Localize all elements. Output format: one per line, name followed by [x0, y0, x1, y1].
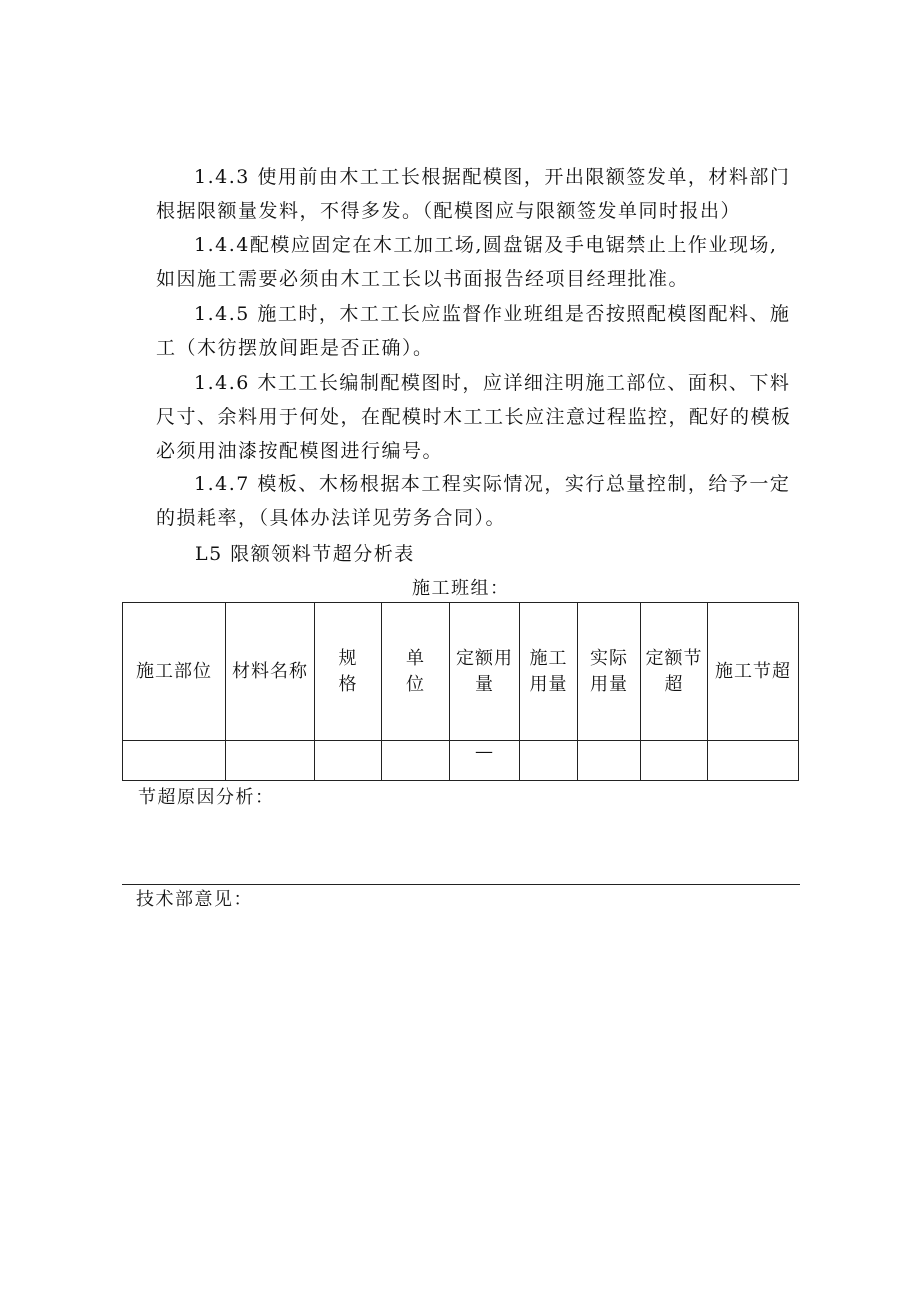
header-cell: 施工用量	[520, 603, 578, 741]
header-cell: 单位	[382, 603, 450, 741]
divider-line	[122, 884, 800, 885]
paragraph-line: 1.4.6 木工工长编制配模图时，应详细注明施工部位、面积、下料	[194, 372, 791, 394]
paragraph-1-4-3	[156, 160, 798, 228]
header-cell: 实际用量	[578, 603, 641, 741]
paragraph-line: 1.4.4配模应固定在木工加工场,圆盘锯及手电锯禁止上作业现场,	[194, 234, 778, 256]
paragraph-line: 1.4.7 模板、木杨根据本工程实际情况，实行总量控制，给予一定	[194, 473, 791, 495]
table-cell	[578, 741, 641, 781]
header-cell: 材料名称	[226, 603, 315, 741]
paragraph-1-4-4	[156, 228, 798, 296]
header-cell: 定额用量	[450, 603, 520, 741]
table-cell	[641, 741, 708, 781]
paragraph-continuation: 工（木彷摆放间距是否正确）。	[156, 337, 434, 359]
table-cell	[708, 741, 799, 781]
header-cell: 定额节超	[641, 603, 708, 741]
table-cell: —	[450, 741, 520, 781]
paragraph-1-4-7	[156, 467, 798, 535]
table-row	[123, 741, 799, 781]
table-cell	[520, 741, 578, 781]
table-header-row	[123, 603, 799, 741]
paragraph-continuation: 如因施工需要必须由木工工长以书面报告经项目经理批准。	[156, 268, 690, 290]
tech-opinion-label: 技术部意见：	[136, 889, 253, 910]
material-analysis-table	[122, 602, 799, 781]
table-cell	[123, 741, 226, 781]
header-cell: 施工节超	[708, 603, 799, 741]
paragraph-continuation: 根据限额量发料，不得多发。（配模图应与限额签发单同时报出）	[156, 200, 742, 222]
table-cell	[382, 741, 450, 781]
paragraph-continuation: 尺寸、余料用于何处，在配模时木工工长应注意过程监控，配好的模板必须用油漆按配模图进行编号。	[156, 406, 792, 462]
paragraph-line: 1.4.5 施工时，木工工长应监督作业班组是否按照配模图配料、施	[194, 303, 791, 325]
reason-analysis-label: 节超原因分析：	[138, 787, 275, 808]
team-label: 施工班组：	[412, 578, 510, 599]
paragraph-continuation: 的损耗率，（具体办法详见劳务合同）。	[156, 507, 507, 529]
header-cell: 施工部位	[123, 603, 226, 741]
paragraph-1-4-5	[156, 297, 798, 365]
table-cell	[226, 741, 315, 781]
paragraph-1-4-6	[156, 366, 798, 468]
table-cell	[315, 741, 382, 781]
table-title: L5 限额领料节超分析表	[195, 543, 415, 565]
paragraph-line: 1.4.3 使用前由木工工长根据配模图，开出限额签发单，材料部门	[194, 166, 791, 188]
header-cell: 规格	[315, 603, 382, 741]
